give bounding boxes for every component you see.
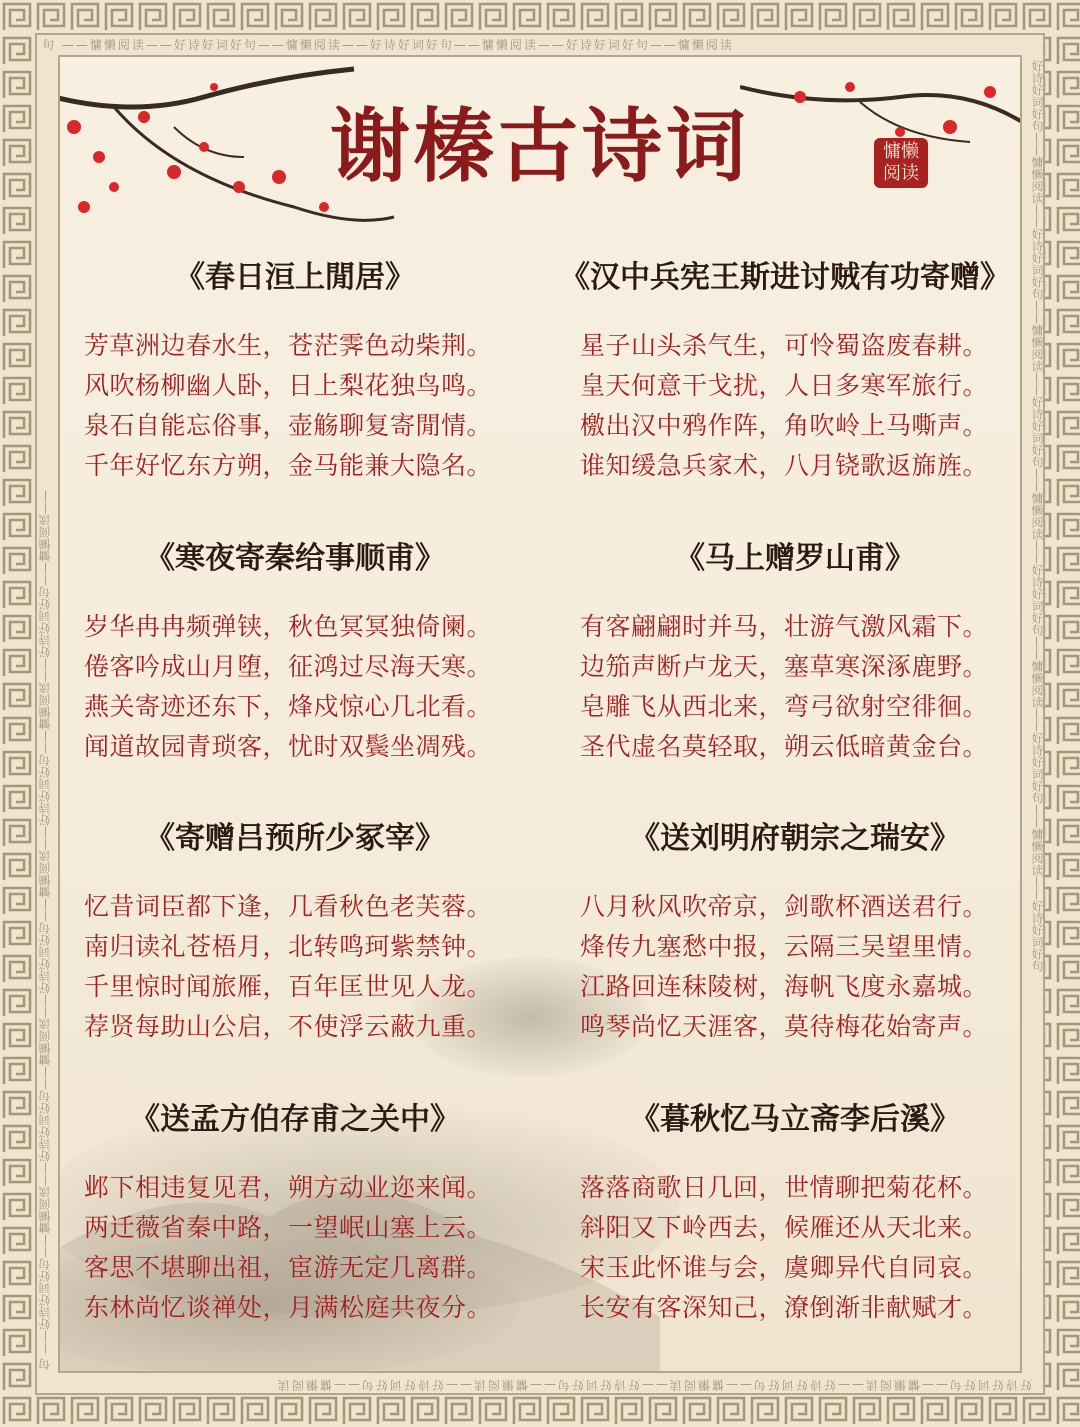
poem-title: 《暮秋忆马立斋李后溪》 [630,1102,960,1137]
poem-line: 荐贤每助山公启，不使浮云蔽九重。 [84,1012,493,1041]
poem-line: 斜阳又下岭西去，候雁还从天北来。 [580,1213,989,1242]
poem-title: 《寄赠吕预所少冢宰》 [145,821,445,856]
poem-line: 烽传九塞愁中报，云隔三吴望里情。 [580,932,989,961]
poem-line: 有客翩翩时并马，壮游气激风霜下。 [580,612,989,641]
seal-stamp: 慵懒 阅读 [874,138,928,188]
watermark-bottom: 好诗好词好句——慵懒阅读——好诗好词好句——慵懒阅读——好诗好词好句——慵懒阅读——好诗好词好句——慵懒阅读 [275,1378,1032,1392]
poem-line: 八月秋风吹帝京，剑歌杯酒送君行。 [580,892,989,921]
poem-line: 忆昔词臣都下逢，几看秋色老芙蓉。 [84,892,493,921]
poem-line: 鸣琴尚忆天涯客，莫待梅花始寄声。 [580,1012,989,1041]
poem-title: 《马上赠罗山甫》 [675,541,915,576]
poem-line: 皂雕飞从西北来，弯弓欲射空徘徊。 [580,692,989,721]
poem-line: 东林尚忆谈禅处，月满松庭共夜分。 [84,1293,493,1322]
poem-card [60,533,530,767]
watermark-right: 好诗好词好句——慵懒阅读——好诗好词好句——慵懒阅读——好诗好词好句——慵懒阅读——好诗好词好句——慵懒阅读——好诗好词好句——慵懒阅读——好诗好词好句 [1030,60,1044,972]
poem-line: 落落商歌日几回，世情聊把菊花杯。 [580,1173,989,1202]
poem-line: 燕关寄迹还东下，烽戍惊心几北看。 [84,692,493,721]
poem-line: 圣代虚名莫轻取，朔云低暗黄金台。 [580,732,989,761]
poem-line: 千里惊时闻旅雁，百年匡世见人龙。 [84,972,493,1001]
poem-title: 《春日洹上閒居》 [175,260,415,295]
poem-line: 南归读礼苍梧月，北转鸣珂紫禁钟。 [84,932,493,961]
watermark-left: 句 ——好诗好词好句——慵懒阅读——好诗好词好句——慵懒阅读——好诗好词好句——慵懒阅读——好诗好词好句——慵懒阅读——好诗好词好句——慵懒阅读—— [38,490,52,1370]
poem-line: 檄出汉中鸦作阵，角吹岭上马嘶声。 [580,411,989,440]
poem-line: 闻道故园青琐客，忧时双鬓坐凋残。 [84,732,493,761]
poem-line: 皇天何意干戈扰，人日多寒军旅行。 [580,371,989,400]
poem-line: 两迁薇省秦中路，一望岷山塞上云。 [84,1213,493,1242]
poem-line: 倦客吟成山月堕，征鸿过尽海天寒。 [84,652,493,681]
poem-line: 宋玉此怀谁与会，虞卿异代自同哀。 [580,1253,989,1282]
poem-card [560,1094,1030,1328]
poem-line: 泉石自能忘俗事，壶觞聊复寄閒情。 [84,411,493,440]
poem-card [60,252,530,486]
poem-line: 长安有客深知己，潦倒渐非献赋才。 [580,1293,989,1322]
poem-title: 《送孟方伯存甫之关中》 [130,1102,460,1137]
poem-card [560,533,1030,767]
poem-line: 风吹杨柳幽人卧，日上梨花独鸟鸣。 [84,371,493,400]
poem-line: 千年好忆东方朔，金马能兼大隐名。 [84,451,493,480]
poem-line: 谁知缓急兵家术，八月铙歌返旆旌。 [580,451,989,480]
poem-line: 边笳声断卢龙天，塞草寒深涿鹿野。 [580,652,989,681]
poem-line: 邺下相违复见君，朔方动业迩来闻。 [84,1173,493,1202]
poem-card [60,813,530,1047]
poem-card [560,252,1030,486]
poem-line: 芳草洲边春水生，苍茫霁色动柴荆。 [84,331,493,360]
page-title: 谢榛古诗词 [330,99,750,193]
poem-line: 江路回连秣陵树，海帆飞度永嘉城。 [580,972,989,1001]
poem-line: 客思不堪聊出祖，宦游无定几离群。 [84,1253,493,1282]
poem-line: 岁华冉冉频弹铗，秋色冥冥独倚阑。 [84,612,493,641]
poem-line: 星子山头杀气生，可怜蜀盗废春耕。 [580,331,989,360]
poem-title: 《寒夜寄秦给事顺甫》 [145,541,445,576]
poem-title: 《汉中兵宪王斯进讨贼有功寄赠》 [560,260,1010,295]
poem-card [560,813,1030,1047]
watermark-top: 句 ——慵懒阅读——好诗好词好句——慵懒阅读——好诗好词好句——慵懒阅读——好诗好词好句——慵懒阅读 [42,38,734,52]
poem-title: 《送刘明府朝宗之瑞安》 [630,821,960,856]
poem-card [60,1094,530,1328]
